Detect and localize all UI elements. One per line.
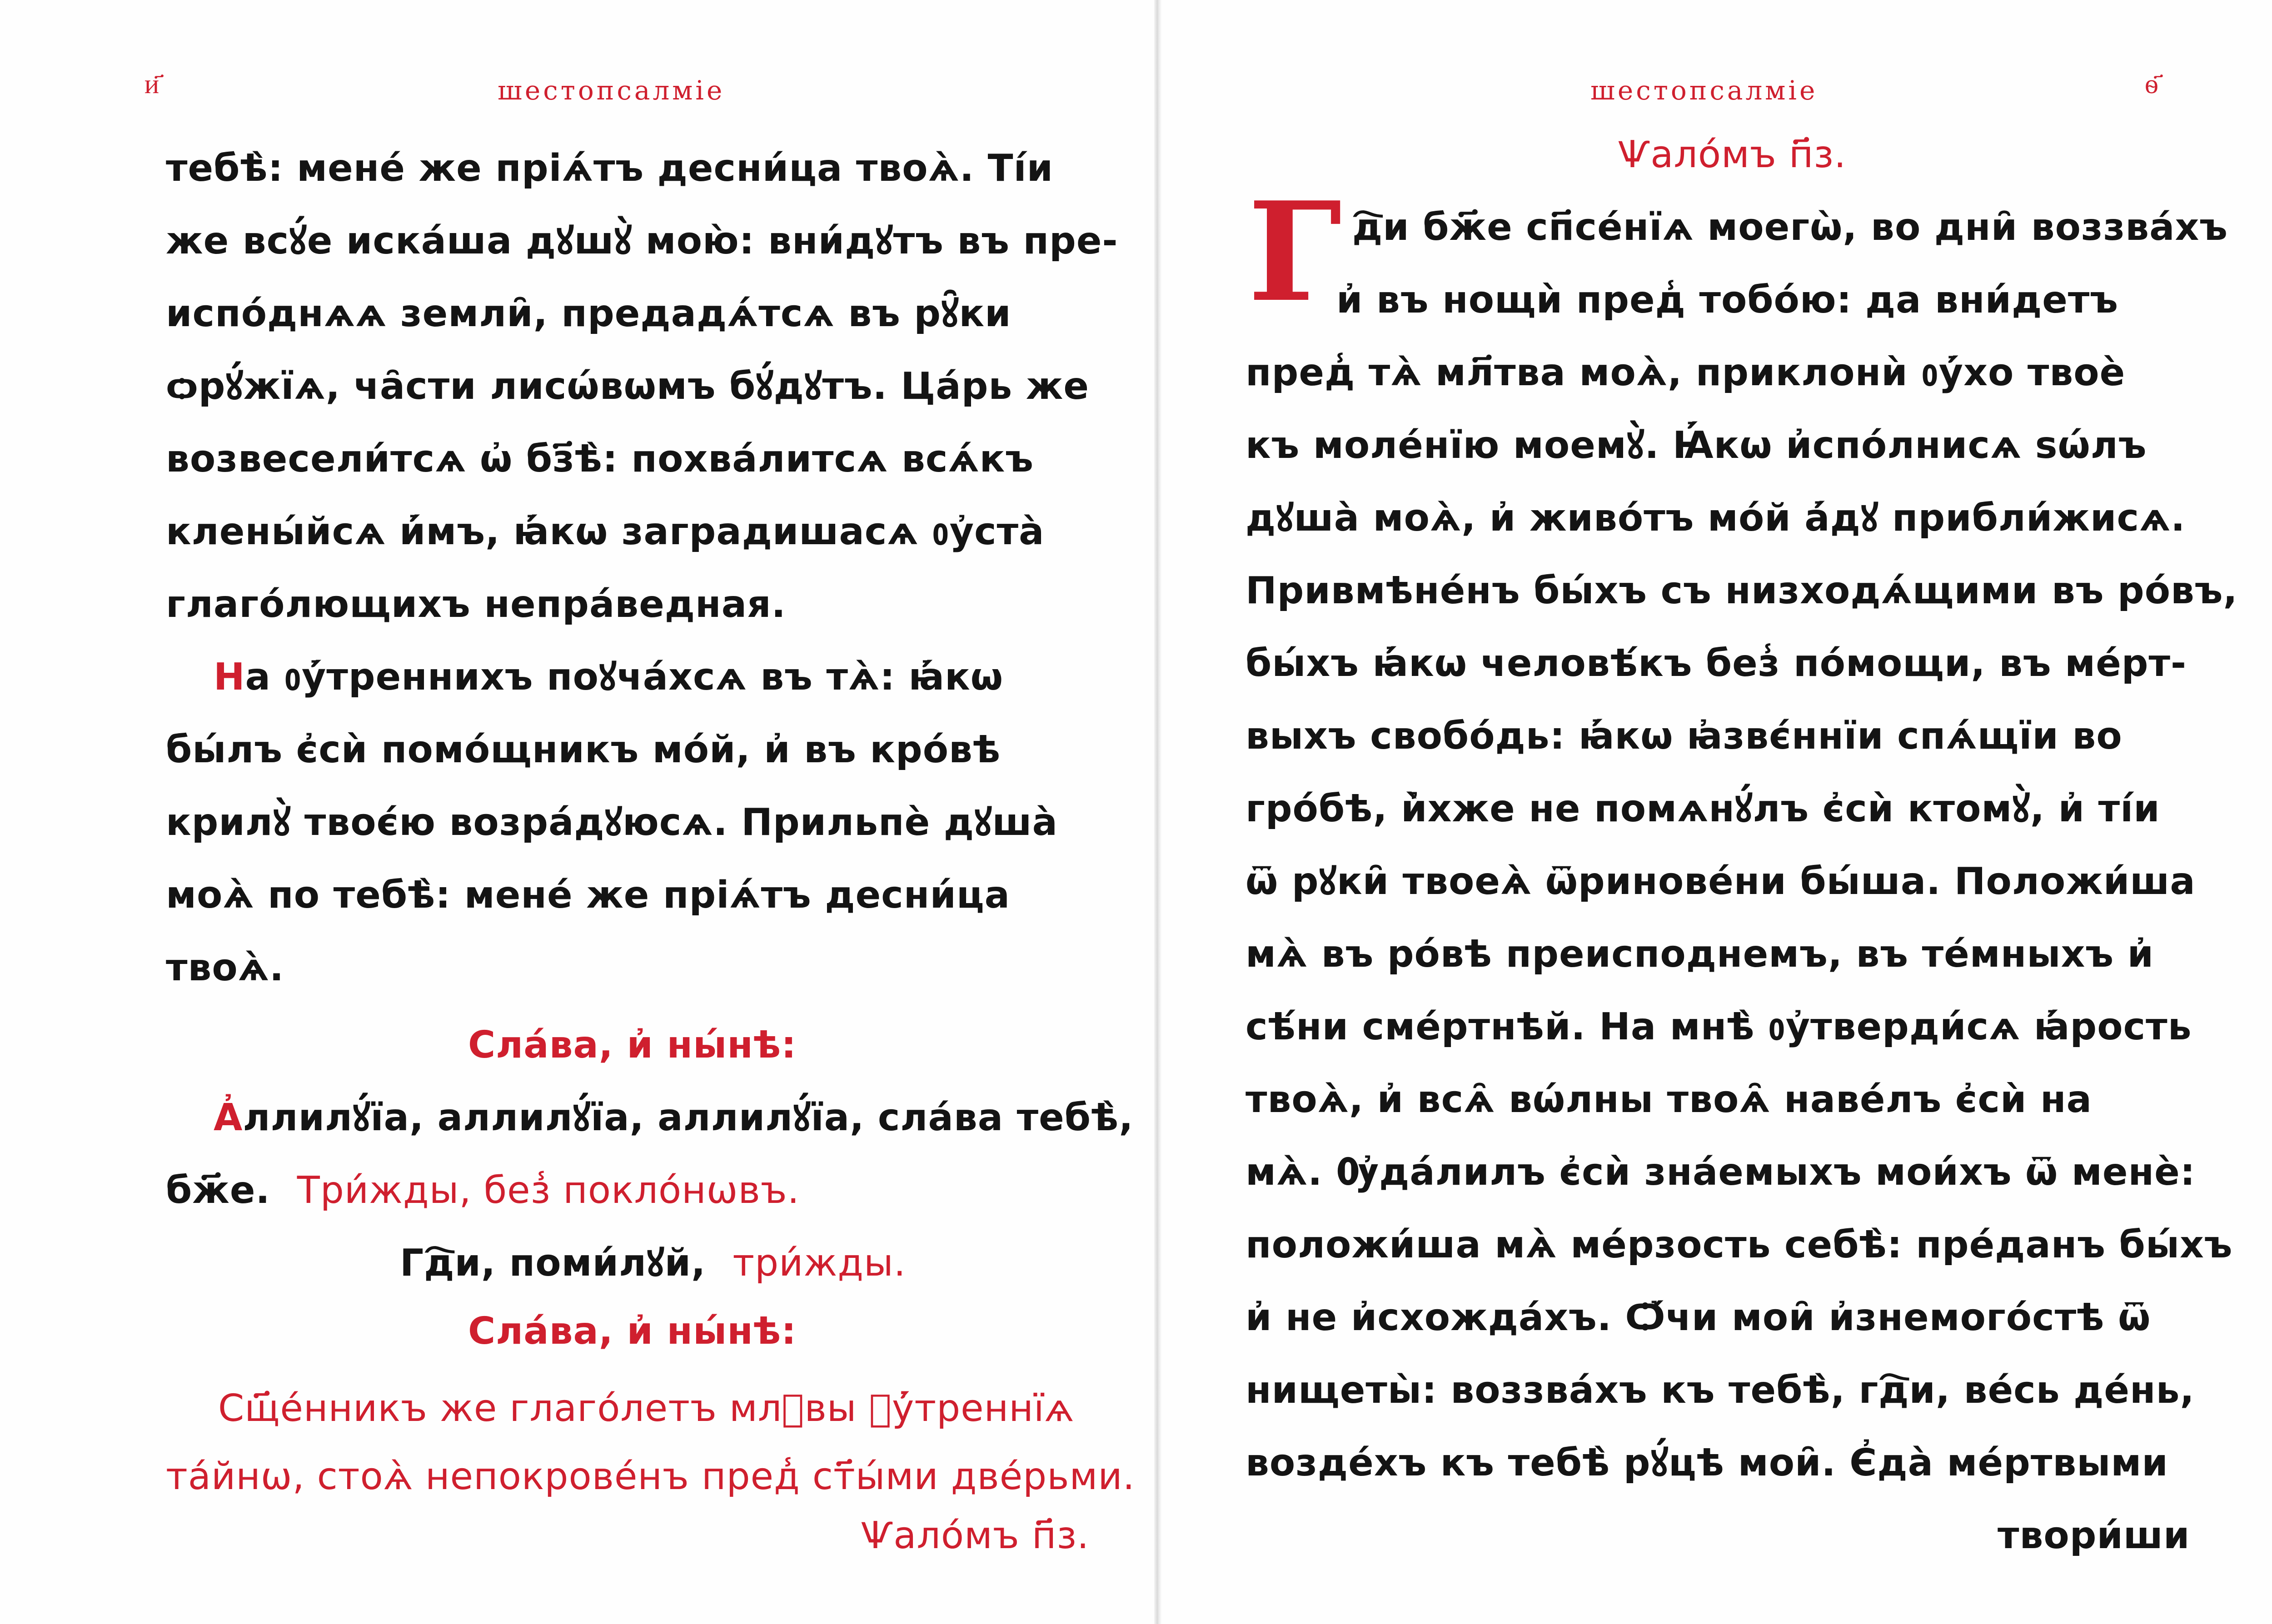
text-line: мѧ̀ въ ро́вѣ преисподнемъ, въ те́мныхъ и҆ bbox=[1246, 933, 2154, 976]
text-line: и҆ не и҆схожда́хъ. Ѻ҆́чи мои̑ и҆знемого́стѣ ѿ bbox=[1246, 1296, 2151, 1339]
paragraph-start bbox=[214, 656, 1004, 699]
rubric-line: та́йнѡ, стоѧ̀ непокрове́нъ пред̾ ст҃ы́ми две́рьми. bbox=[166, 1455, 1135, 1498]
text-line: ѿ рꙋки̑ твоеѧ̀ ѿринове́ни бы́ша. Положи́ша bbox=[1246, 860, 2196, 903]
text-span: бж҃е. bbox=[166, 1169, 270, 1212]
text-line: твоѧ̀. bbox=[166, 946, 284, 989]
text-line: бы́хъ ꙗ҆́кѡ человѣ́къ без̾ по́мощи, въ ме́рт- bbox=[1246, 642, 2187, 685]
text-line: же всꙋ́е иска́ша дꙋшꙋ̀ мою̀: вни́дꙋтъ въ пре- bbox=[166, 219, 1118, 263]
glory-heading: Сла́ва, и҆ ны́нѣ: bbox=[468, 1310, 797, 1353]
text-line: ѻрꙋ́жїѧ, ча̑сти лисѡ́вѡмъ бꙋ́дꙋтъ. Ца́рь же bbox=[166, 365, 1090, 408]
text-line: бы́лъ є҆сѝ помо́щникъ мо́й, и҆ въ кро́вѣ bbox=[166, 728, 1001, 771]
text-line: д҇и бж҃е сп҃се́нїѧ моегѡ̀, во дни̑ воззва́хъ bbox=[1352, 206, 2228, 249]
text-line: гро́бѣ, и҆̀хже не помѧнꙋ́лъ є҆сѝ ктомꙋ̀, и҆ ті́и bbox=[1246, 787, 2160, 830]
running-head: шестопсалміе bbox=[498, 75, 725, 106]
text-line: глаго́лющихъ непра́ведная. bbox=[166, 583, 786, 626]
lord-have-mercy-line bbox=[400, 1242, 906, 1285]
text-span: а ᲂу҆́треннихъ поꙋча́хсѧ въ тѧ̀: ꙗ҆́кѡ bbox=[245, 656, 1004, 699]
page-number: ѳ҃ bbox=[2145, 68, 2158, 100]
alleluia-initial: А҆ bbox=[214, 1096, 243, 1139]
glory-heading: Сла́ва, и҆ ны́нѣ: bbox=[468, 1023, 797, 1067]
text-line: дꙋша̀ моѧ̀, и҆ живо́тъ мо́й а҆́дꙋ прибли́жисѧ. bbox=[1246, 497, 2186, 540]
psalm-title: Ѱало́мъ п҃з. bbox=[1618, 133, 1847, 176]
drop-cap: Г bbox=[1248, 172, 1342, 332]
paragraph-initial: Н bbox=[214, 656, 245, 699]
text-line: тебѣ̀: мене́ же пріѧ́тъ десни́ца твоѧ̀. Ті́и bbox=[166, 147, 1054, 190]
alleluia-line bbox=[214, 1096, 1134, 1139]
text-line: мѧ̀. Ѹ҆да́лилъ є҆сѝ зна́емыхъ мои́хъ ѿ менѐ: bbox=[1246, 1151, 2196, 1194]
text-line: возде́хъ къ тебѣ̀ рꙋ́цѣ мои̑. Є҆да̀ ме́ртвыми bbox=[1246, 1441, 2168, 1485]
rubric-line: Сщ҃е́нникъ же глаго́летъ млⷮвы ᲂу҆́треннїѧ bbox=[218, 1387, 1074, 1430]
text-line: твоѧ̀, и҆ всѧ̑ вѡ́лны твоѧ̑ наве́лъ є҆сѝ на bbox=[1246, 1078, 2092, 1121]
text-line: сѣ́ни сме́ртнѣй. На мнѣ̀ ᲂу҆тверди́сѧ ꙗ҆́рость bbox=[1246, 1005, 2192, 1048]
text-line: клены́йсѧ и҆́мъ, ꙗ҆́кѡ заградишасѧ ᲂу҆ста̀ bbox=[166, 510, 1045, 553]
text-line: Привмѣне́нъ бы́хъ съ низходѧ́щими въ ро́въ, bbox=[1246, 569, 2238, 612]
text-line: возвесели́тсѧ ѡ҆ бз҃ѣ̀: похва́литсѧ всѧ́къ bbox=[166, 437, 1034, 481]
catchword: твори́ши bbox=[1998, 1514, 2190, 1557]
text-line: моѧ̀ по тебѣ̀: мене́ же пріѧ́тъ десни́ца bbox=[166, 874, 1011, 917]
rubric-text: Три́жды, без̾ покло́нѡвъ. bbox=[297, 1169, 800, 1212]
text-line: выхъ свобо́дь: ꙗ҆́кѡ ꙗ҆звє́ннїи спѧ́щїи во bbox=[1246, 715, 2123, 758]
text-line: пред̾ тѧ̀ мл҃твa моѧ̀, приклонѝ ᲂу҆́хо твоѐ bbox=[1246, 351, 2126, 394]
book-gutter bbox=[1154, 0, 1161, 1624]
text-span: ллилꙋ́їа, аллилꙋ́їа, аллилꙋ́їа, сла́ва тебѣ̀, bbox=[243, 1096, 1134, 1139]
text-line: испо́днѧѧ земли̑, предадѧ́тсѧ въ рꙋ̑ки bbox=[166, 292, 1011, 335]
text-line: положи́ша мѧ̀ ме́рзость себѣ̀: пре́данъ бы́хъ bbox=[1246, 1223, 2233, 1266]
text-line: крилꙋ̀ твоє́ю возра́дꙋюсѧ. Прильпѐ дꙋша̀ bbox=[166, 801, 1058, 844]
right-page bbox=[1161, 0, 2272, 1624]
rubric-text: три́жды. bbox=[732, 1242, 906, 1285]
page-number: и҃ bbox=[144, 68, 159, 100]
psalm-label: Ѱало́мъ п҃з. bbox=[861, 1514, 1090, 1557]
text-line: нищеты̀: воззва́хъ къ тебѣ̀, гд҇и, ве́сь де́нь, bbox=[1246, 1369, 2195, 1412]
running-head: шестопсалміе bbox=[1590, 75, 1818, 106]
text-span: Гд҇и, поми́лꙋй, bbox=[400, 1242, 706, 1285]
text-line: и҆ въ нощѝ пред̾ тобо́ю: да вни́детъ bbox=[1336, 278, 2119, 322]
rubric-line bbox=[166, 1169, 800, 1212]
text-line: къ моле́нїю моемꙋ̀. Ꙗ҆́кѡ и҆спо́лнисѧ ѕѡ́лъ bbox=[1246, 424, 2147, 467]
